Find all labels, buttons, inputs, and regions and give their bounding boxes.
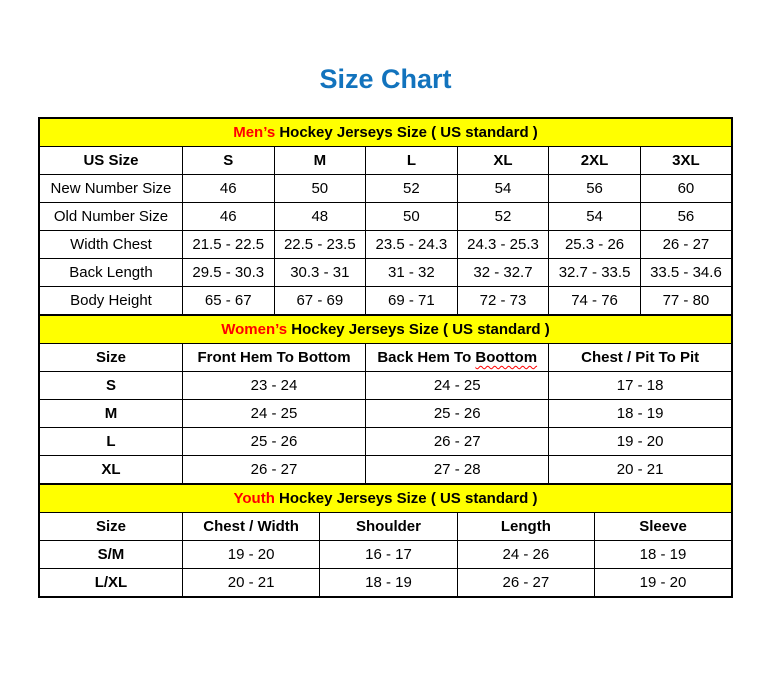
page-title: Size Chart	[319, 64, 452, 94]
womens-banner-accent: Women’s	[221, 321, 288, 338]
womens-row-label: S	[39, 372, 182, 400]
size-value-cell: 48	[274, 203, 366, 231]
table-row	[39, 231, 732, 259]
mens-row-label: New Number Size	[39, 175, 182, 203]
size-value-cell: 18 - 19	[595, 541, 732, 569]
size-value-cell: 25 - 26	[182, 428, 365, 456]
womens-row-label: XL	[39, 456, 182, 485]
youth-header-row	[39, 513, 732, 541]
size-value-cell: 22.5 - 23.5	[274, 231, 366, 259]
mens-row-label: Back Length	[39, 259, 182, 287]
size-value-cell: 24 - 26	[457, 541, 594, 569]
womens-col-header-0: Size	[39, 344, 182, 372]
size-value-cell: 29.5 - 30.3	[182, 259, 274, 287]
size-value-cell: 46	[182, 175, 274, 203]
size-value-cell: 20 - 21	[549, 456, 732, 485]
size-value-cell: 19 - 20	[549, 428, 732, 456]
size-value-cell: 26 - 27	[640, 231, 732, 259]
size-value-cell: 50	[366, 203, 458, 231]
mens-size-table	[38, 117, 733, 316]
size-value-cell: 25.3 - 26	[549, 231, 641, 259]
youth-col-header-4: Sleeve	[595, 513, 732, 541]
womens-col-header-2: Back Hem To Boottom	[366, 344, 549, 372]
size-value-cell: 32.7 - 33.5	[549, 259, 641, 287]
table-row	[39, 259, 732, 287]
mens-col-header-5: 2XL	[549, 147, 641, 175]
size-value-cell: 26 - 27	[366, 428, 549, 456]
size-value-cell: 31 - 32	[366, 259, 458, 287]
size-value-cell: 46	[182, 203, 274, 231]
womens-header-row	[39, 344, 732, 372]
womens-row-label: M	[39, 400, 182, 428]
mens-col-header-6: 3XL	[640, 147, 732, 175]
size-value-cell: 26 - 27	[457, 569, 594, 598]
size-value-cell: 23.5 - 24.3	[366, 231, 458, 259]
youth-row-label: L/XL	[39, 569, 182, 598]
mens-banner-text: Hockey Jerseys Size ( US standard )	[275, 124, 538, 141]
size-value-cell: 19 - 20	[595, 569, 732, 598]
mens-banner-row	[39, 118, 732, 147]
table-row	[39, 372, 732, 400]
size-value-cell: 60	[640, 175, 732, 203]
youth-banner-row	[39, 484, 732, 513]
womens-col-header-3: Chest / Pit To Pit	[549, 344, 732, 372]
size-value-cell: 19 - 20	[182, 541, 319, 569]
size-value-cell: 20 - 21	[182, 569, 319, 598]
womens-banner-row	[39, 315, 732, 344]
size-value-cell: 65 - 67	[182, 287, 274, 316]
size-value-cell: 52	[366, 175, 458, 203]
youth-col-header-1: Chest / Width	[182, 513, 319, 541]
mens-col-header-4: XL	[457, 147, 549, 175]
table-row	[39, 428, 732, 456]
size-value-cell: 18 - 19	[320, 569, 457, 598]
size-value-cell: 54	[549, 203, 641, 231]
womens-banner	[39, 315, 732, 344]
womens-col-header-1: Front Hem To Bottom	[182, 344, 365, 372]
table-row	[39, 203, 732, 231]
size-value-cell: 56	[549, 175, 641, 203]
table-row	[39, 287, 732, 316]
mens-banner	[39, 118, 732, 147]
mens-col-header-2: M	[274, 147, 366, 175]
mens-col-header-3: L	[366, 147, 458, 175]
size-value-cell: 54	[457, 175, 549, 203]
size-value-cell: 21.5 - 22.5	[182, 231, 274, 259]
size-value-cell: 30.3 - 31	[274, 259, 366, 287]
youth-banner-text: Hockey Jerseys Size ( US standard )	[274, 490, 538, 507]
mens-row-label: Width Chest	[39, 231, 182, 259]
size-value-cell: 17 - 18	[549, 372, 732, 400]
youth-banner	[39, 484, 732, 513]
mens-header-row	[39, 147, 732, 175]
size-value-cell: 24 - 25	[366, 372, 549, 400]
table-row	[39, 569, 732, 598]
size-value-cell: 77 - 80	[640, 287, 732, 316]
table-row	[39, 400, 732, 428]
size-value-cell: 24.3 - 25.3	[457, 231, 549, 259]
size-value-cell: 32 - 32.7	[457, 259, 549, 287]
youth-row-label: S/M	[39, 541, 182, 569]
youth-banner-accent: Youth	[233, 490, 275, 507]
youth-col-header-3: Length	[457, 513, 594, 541]
youth-col-header-0: Size	[39, 513, 182, 541]
mens-row-label: Old Number Size	[39, 203, 182, 231]
size-value-cell: 56	[640, 203, 732, 231]
mens-row-label: Body Height	[39, 287, 182, 316]
size-value-cell: 18 - 19	[549, 400, 732, 428]
womens-size-table	[38, 314, 733, 485]
size-value-cell: 23 - 24	[182, 372, 365, 400]
size-value-cell: 52	[457, 203, 549, 231]
size-value-cell: 33.5 - 34.6	[640, 259, 732, 287]
youth-col-header-2: Shoulder	[320, 513, 457, 541]
womens-row-label: L	[39, 428, 182, 456]
youth-size-table	[38, 483, 733, 598]
table-row	[39, 175, 732, 203]
mens-col-header-1: S	[182, 147, 274, 175]
size-value-cell: 74 - 76	[549, 287, 641, 316]
size-value-cell: 26 - 27	[182, 456, 365, 485]
womens-banner-text: Hockey Jerseys Size ( US standard )	[287, 321, 550, 338]
size-value-cell: 25 - 26	[366, 400, 549, 428]
mens-col-header-0: US Size	[39, 147, 182, 175]
size-value-cell: 16 - 17	[320, 541, 457, 569]
mens-banner-accent: Men’s	[233, 124, 276, 141]
size-tables	[38, 117, 733, 598]
table-row	[39, 456, 732, 485]
misspelled-word: Boottom	[475, 349, 538, 366]
size-value-cell: 27 - 28	[366, 456, 549, 485]
size-value-cell: 50	[274, 175, 366, 203]
size-chart-page	[38, 0, 733, 598]
size-value-cell: 72 - 73	[457, 287, 549, 316]
size-value-cell: 24 - 25	[182, 400, 365, 428]
size-value-cell: 67 - 69	[274, 287, 366, 316]
size-value-cell: 69 - 71	[366, 287, 458, 316]
table-row	[39, 541, 732, 569]
